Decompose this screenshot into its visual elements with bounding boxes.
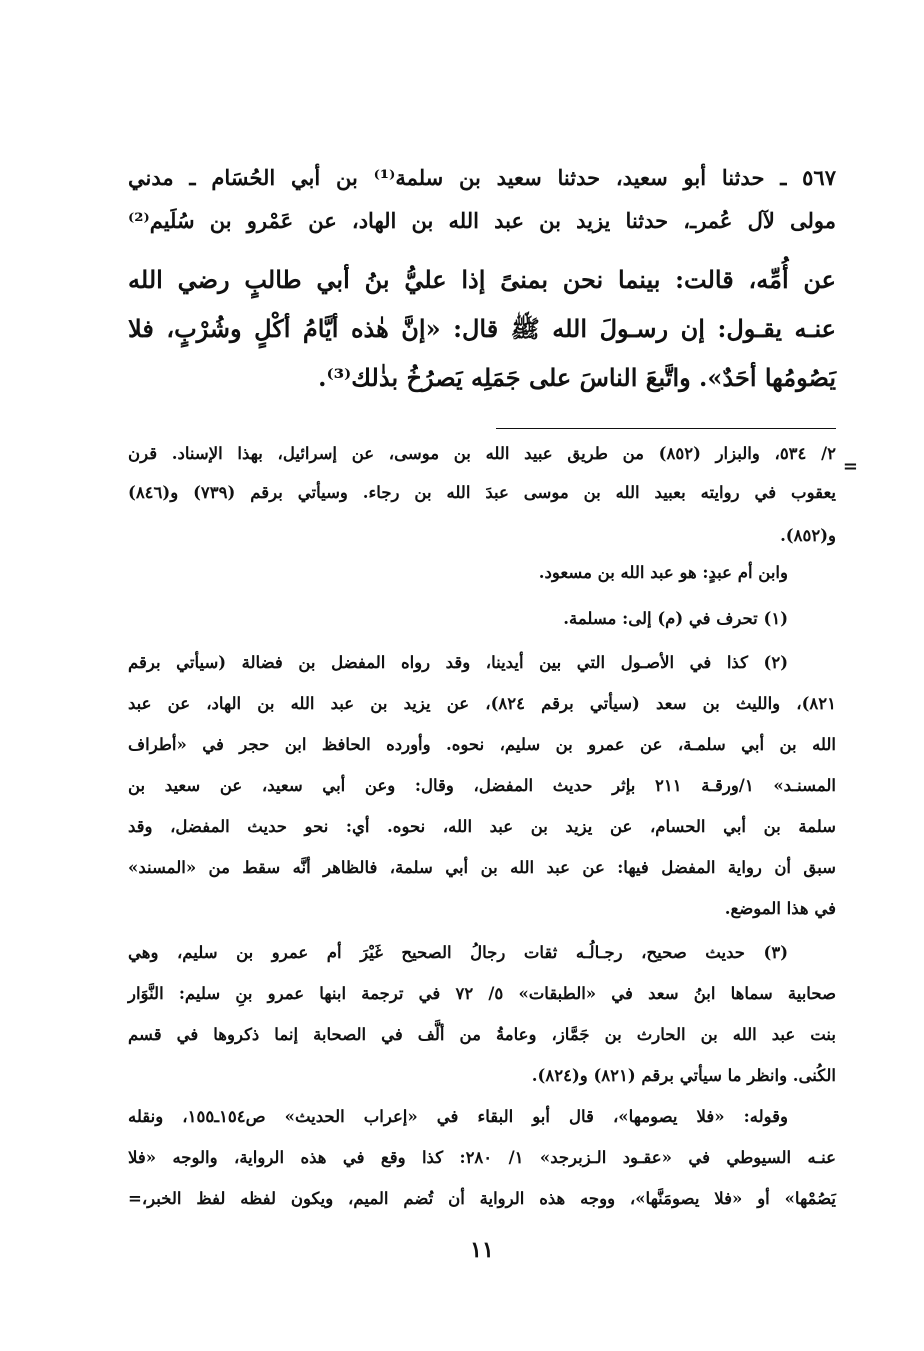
footnote-line: يعقوب في روايته بعبيد الله بن موسى عبدَ الله بن رجاء. وسيأتي برقم (٧٣٩) و(٨٤٦) — [128, 483, 837, 502]
footnote-line: يَصُمْها» أو «فلا يصومَنَّها»، ووجه هذه الرواية أن تُضم الميم، ويكون لفظه لفظ الخبر،= — [128, 1189, 836, 1208]
matn-line: عنـه يقـول: إن رسـولَ الله ﷺ قال: «إنَّ هٰذه أيَّامُ أكْلٍ وشُرْبٍ، فلا — [128, 314, 836, 343]
isnad-line: مولى لآل عُمرـ، حدثنا يزيد بن عبد الله بن الهاد، عن عَمْرو بن سُلَيم⁽²⁾ — [128, 208, 836, 233]
footnote-line: ٨٢١)، والليث بن سعد (سيأتي برقم ٨٢٤)، عن يزيد بن عبد الله بن الهاد، عن عبد — [128, 694, 836, 713]
footnote-line: عنـه السيوطي في «عقـود الـزبرجد» ١/ ٢٨٠: كذا وقع في هذه الرواية، والوجه «فلا — [128, 1148, 836, 1167]
footnote-line: (٣) حديث صحيح، رجـالُـه ثقات رجالُ الصحيح غَيْرَ أم عمرو بن سليم، وهي — [128, 943, 788, 962]
footnote-divider — [496, 428, 836, 429]
footnote-line: (١) تحرف في (م) إلى: مسلمة. — [563, 609, 788, 628]
isnad-line: ٥٦٧ ـ حدثنا أبو سعيد، حدثنا سعيد بن سلمة⁽¹⁾ بن أبي الحُسَام ـ مدني — [128, 165, 836, 190]
footnote-line: وابن أم عبدٍ: هو عبد الله بن مسعود. — [538, 563, 788, 582]
continuation-mark: = — [842, 456, 858, 477]
footnote-line: سلمة بن أبي الحسام، عن يزيد بن عبد الله، نحوه. أي: نحو حديث المفضل، وقد — [128, 817, 836, 836]
footnote-line: و(٨٥٢). — [780, 526, 836, 545]
footnote-line: وقوله: «فلا يصومها»، قال أبو البقاء في «إعراب الحديث» ص١٥٤ـ١٥٥، ونقله — [128, 1107, 788, 1126]
book-page — [128, 0, 858, 1351]
footnote-line: المسنـد» ١/ورقـة ٢١١ بإثر حديث المفضل، وقال: وعن أبي سعيد، عن سعيد بن — [128, 776, 837, 795]
footnote-line: ٢/ ٥٣٤، والبزار (٨٥٢) من طريق عبيد الله بن موسى، عن إسرائيل، بهذا الإسناد. قرن — [128, 444, 836, 463]
footnote-line: بنت عبد الله بن الحارث بن جَمَّاز، وعامةُ من ألَّف في الصحابة إنما ذكروها في قسم — [128, 1025, 836, 1044]
footnote-line: في هذا الموضع. — [724, 899, 836, 918]
page-number: ١١ — [470, 1237, 494, 1263]
matn-line: عن أُمِّه، قالت: بينما نحن بمنىً إذا عليُّ بنُ أبي طالبٍ رضي الله — [128, 265, 836, 294]
footnote-line: الله بن أبي سلمـة، عن عمرو بن سليم، نحوه. وأورده الحافظ ابن حجر في «أطراف — [128, 735, 836, 754]
footnote-line: سبق أن رواية المفضل فيها: عن عبد الله بن أبي سلمة، فالظاهر أنَّه سقط من «المسند» — [128, 858, 836, 877]
footnote-line: صحابية سماها ابنُ سعد في «الطبقات» ٥/ ٧٢ في ترجمة ابنها عمرو بنِ سليم: النَّوَار — [128, 984, 836, 1003]
footnote-line: الكُنى. وانظر ما سيأتي برقم (٨٢١) و(٨٢٤). — [531, 1066, 836, 1085]
matn-line: يَصُومُها أحَدٌ». واتَّبعَ الناسَ على جَمَلِه يَصرُخُ بذٰلك⁽³⁾. — [318, 363, 836, 392]
footnote-line: (٢) كذا في الأصـول التي بين أيدينا، وقد رواه المفضل بن فضالة (سيأتي برقم — [128, 653, 788, 672]
